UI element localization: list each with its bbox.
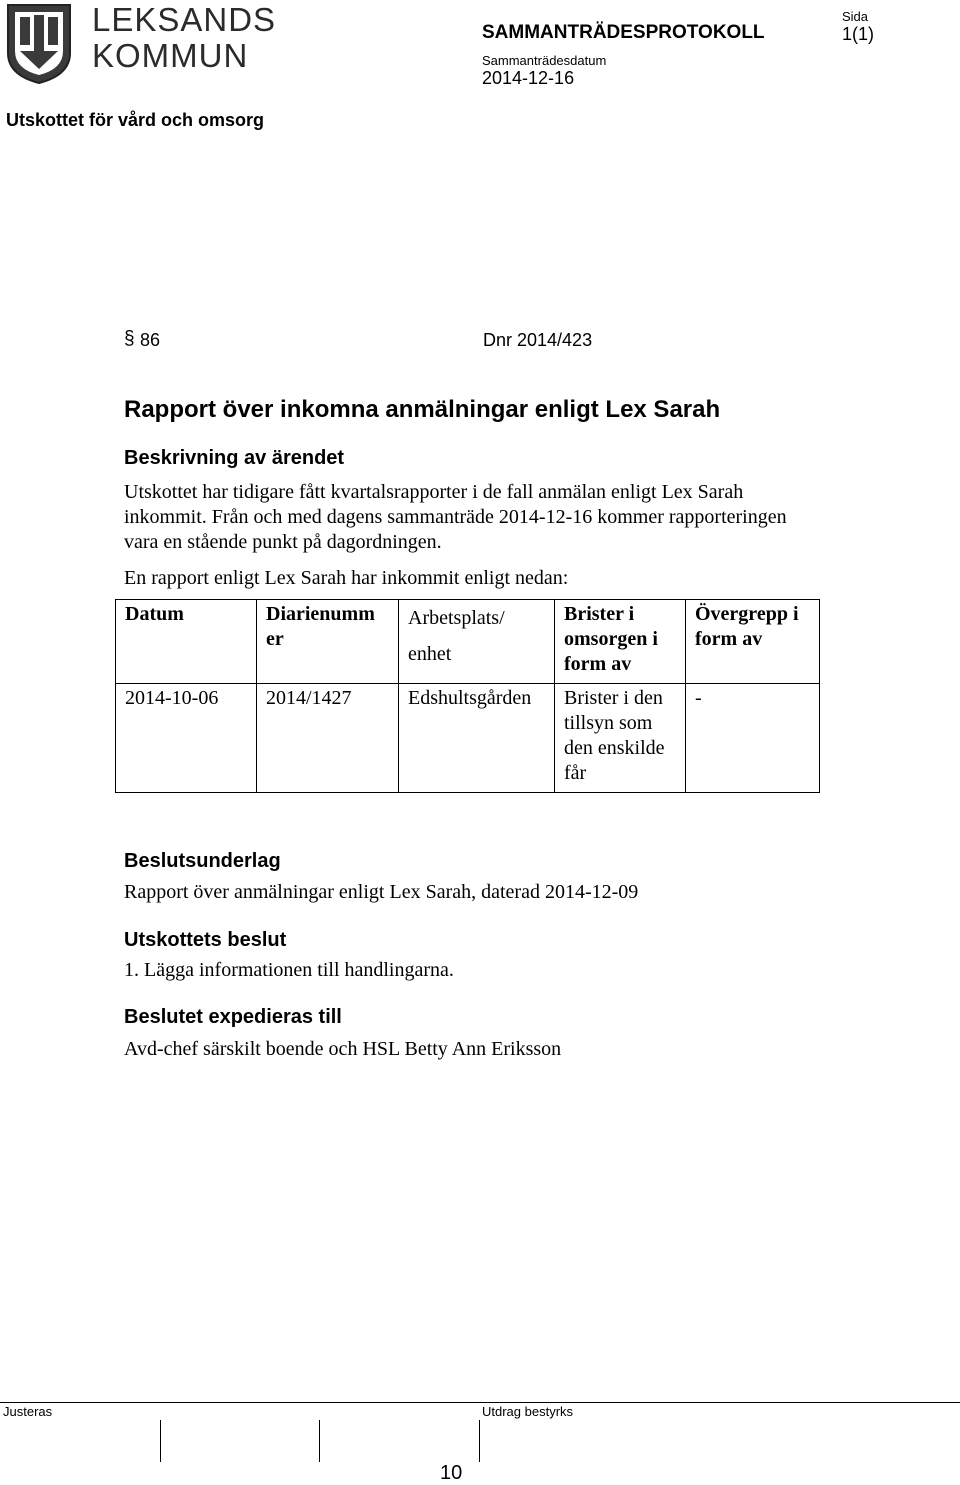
paragraph-sign: § [124,328,135,349]
col-header-overgrepp: Övergrepp i form av [686,600,820,684]
col-header-brister: Brister i omsorgen i form av [555,600,686,684]
cell-diarienummer: 2014/1427 [257,684,399,793]
cell-arbetsplats: Edshultsgården [399,684,555,793]
table-header-row [116,600,820,684]
cell-overgrepp: - [686,684,820,793]
decision-text: 1. Lägga informationen till handlingarna. [124,959,454,981]
municipality-shield-logo [6,3,72,85]
col-header-datum: Datum [116,600,257,684]
meeting-date: 2014-12-16 [482,68,575,88]
footer-divider [0,1402,960,1403]
meeting-date-label: Sammanträdesdatum [482,53,607,68]
page-count: 1(1) [842,24,875,44]
table-row [116,684,820,793]
diary-number: Dnr 2014/423 [483,330,593,350]
cell-datum: 2014-10-06 [116,684,257,793]
basis-heading: Beslutsunderlag [124,850,281,872]
logo-text-line2: KOMMUN [92,37,249,74]
page-number: 10 [440,1462,463,1484]
page-title: Rapport över inkomna anmälningar enligt Lex Sarah [124,396,721,423]
document-type: SAMMANTRÄDESPROTOKOLL [482,22,765,43]
signature-box-divider [160,1420,161,1462]
report-intro-text: En rapport enligt Lex Sarah har inkommit enligt nedan: [124,567,569,589]
logo-text-line1: LEKSANDS [92,1,277,38]
description-heading: Beskrivning av ärendet [124,447,345,469]
description-text: Utskottet har tidigare fått kvartalsrapporter i de fall anmälan enligt Lex Sarah inkommit. Från och med dagens sammanträde 2014-12-16 kommer rapporteringen vara en stående punkt på dagordningen. [124,481,787,553]
justeras-label: Justeras [3,1404,53,1419]
page-label: Sida [842,9,869,24]
committee-name: Utskottet för vård och omsorg [6,110,265,130]
decision-heading: Utskottets beslut [124,929,287,951]
col-header-arbetsplats: Arbetsplats/ enhet [399,600,555,684]
paragraph-number: 86 [140,330,161,350]
utdrag-label: Utdrag bestyrks [482,1404,574,1419]
cell-brister: Brister i den tillsyn som den enskilde får [555,684,686,793]
signature-box-divider [319,1420,320,1462]
report-table [115,599,820,793]
basis-text: Rapport över anmälningar enligt Lex Sarah, daterad 2014-12-09 [124,881,639,903]
sent-to-text: Avd-chef särskilt boende och HSL Betty Ann Eriksson [124,1038,562,1060]
signature-box-divider [479,1420,480,1462]
col-header-diarienummer: Diarienumm er [257,600,399,684]
sent-to-heading: Beslutet expedieras till [124,1006,342,1028]
